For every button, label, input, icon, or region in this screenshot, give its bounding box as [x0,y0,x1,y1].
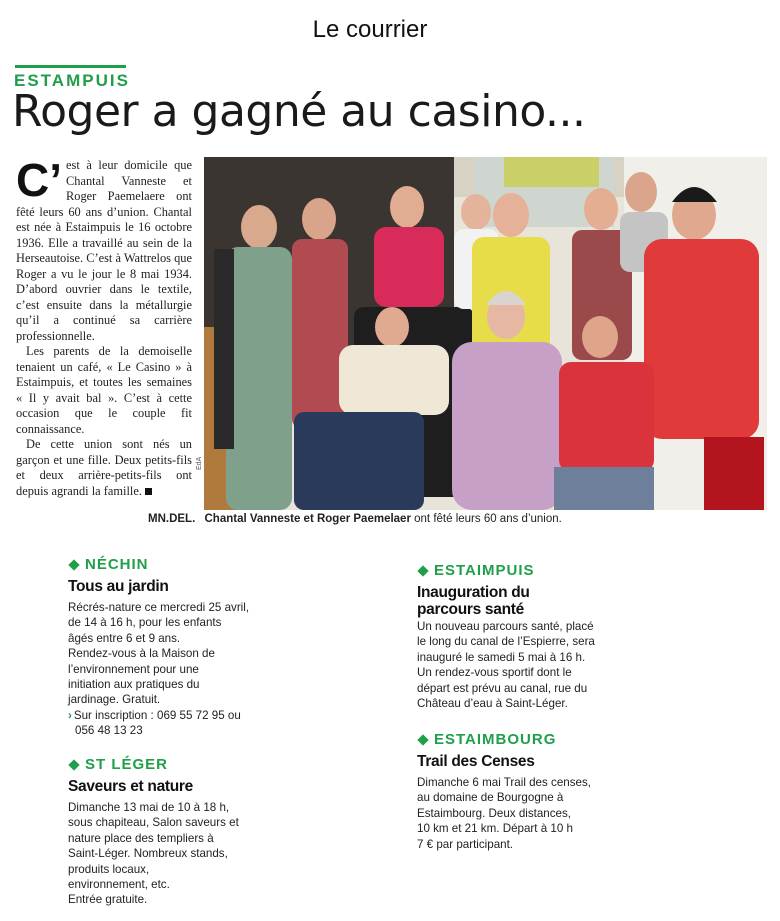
drop-cap: C’ [16,154,62,206]
brief-estaimbourg [417,731,617,852]
brief-title: Tous au jardin [68,578,169,595]
kicker-rule [15,65,126,68]
brief-estaimpuis [417,562,617,711]
brief-nechin [68,556,268,739]
diamond-icon [417,734,428,745]
article-kicker: ESTAMPUIS [14,71,130,90]
brief-location: ST LÉGER [68,756,268,773]
brief-body: Dimanche 13 mai de 10 à 18 h, sous chapiteau, Salon saveurs et nature place des templiers à Saint-Léger. Nombreux stands, produits locaux, environnement, etc. Entrée gratuite. [68,801,239,907]
registration-info: › Sur inscription : 069 55 72 95 ou [68,708,241,722]
photo-side-credit: EdA [196,456,203,470]
photo-illustration [204,157,767,510]
article-paragraph: Les parents de la demoiselle tenaient un café, « Le Casino » à Estaimpuis, et toutes les semaines « Il y avait bal ». C’est à cette occasion que le couple fit connaissance. [16,344,192,436]
caption-names: Chantal Vanneste et Roger Paemelaer [204,513,411,525]
chevron-right-icon: › [68,708,72,722]
brief-location: ESTAIMPUIS [417,562,617,579]
brief-st-leger [68,756,268,908]
brief-location: ESTAIMBOURG [417,731,617,748]
article-body [16,154,192,499]
diamond-icon [417,565,428,576]
brief-body: Un nouveau parcours santé, placé le long du canal de l’Espierre, sera inauguré le samedi 5 mai à 16 h. Un rendez-vous sportif dont le départ est prévu au canal, rue du Château d’eau à Saint-Léger. [417,620,595,711]
brief-title: Saveurs et nature [68,778,193,795]
brief-location: NÉCHIN [68,556,268,573]
brief-body: Dimanche 6 mai Trail des censes, au domaine de Bourgogne à Estaimbourg. Deux distances, 10 km et 21 km. Départ à 10 h 7 € par participant. [417,776,591,851]
group-photo [204,157,767,510]
article-headline: Roger a gagné au casino... [12,86,586,137]
publication-name: Le courrier [312,16,428,43]
diamond-icon [68,559,79,570]
caption-text: ont fêté leurs 60 ans d’union. [414,513,562,525]
photo-credit: MN.DEL. [148,513,196,525]
article-paragraph: De cette union sont nés un garçon et une fille. Deux petits-fils et deux arrière-petits-fils ont depuis agrandi la famille. [16,437,192,498]
photo-caption [148,513,758,525]
article-paragraph: C’ est à leur domicile que Chantal Vanneste et Roger Paemelaere ont fêté leurs 60 ans d’union. Chantal est née à Estaimpuis le 16 octobre 1936. Elle a travaillé au sein de la Herseautoise. C’est à Wattrelos que Roger a vu le jour le 8 mai 1934. D’abord ouvrier dans le textile, c’est ensuite dans la métallurgie qu’il a continué sa carrière professionnelle. [16,154,192,343]
diamond-icon [68,759,79,770]
end-mark [145,488,152,495]
brief-body: Récrés-nature ce mercredi 25 avril, de 14 à 16 h, pour les enfants âgés entre 6 et 9 ans. Rendez-vous à la Maison de l’environnement pour une initiation aux pratiques du jardinage. Gratuit. › Sur inscription : 069 55 72 95 ou 056 48 13 23 [68,600,268,739]
brief-title: Inauguration du parcours santé [417,584,530,618]
brief-title: Trail des Censes [417,753,535,770]
